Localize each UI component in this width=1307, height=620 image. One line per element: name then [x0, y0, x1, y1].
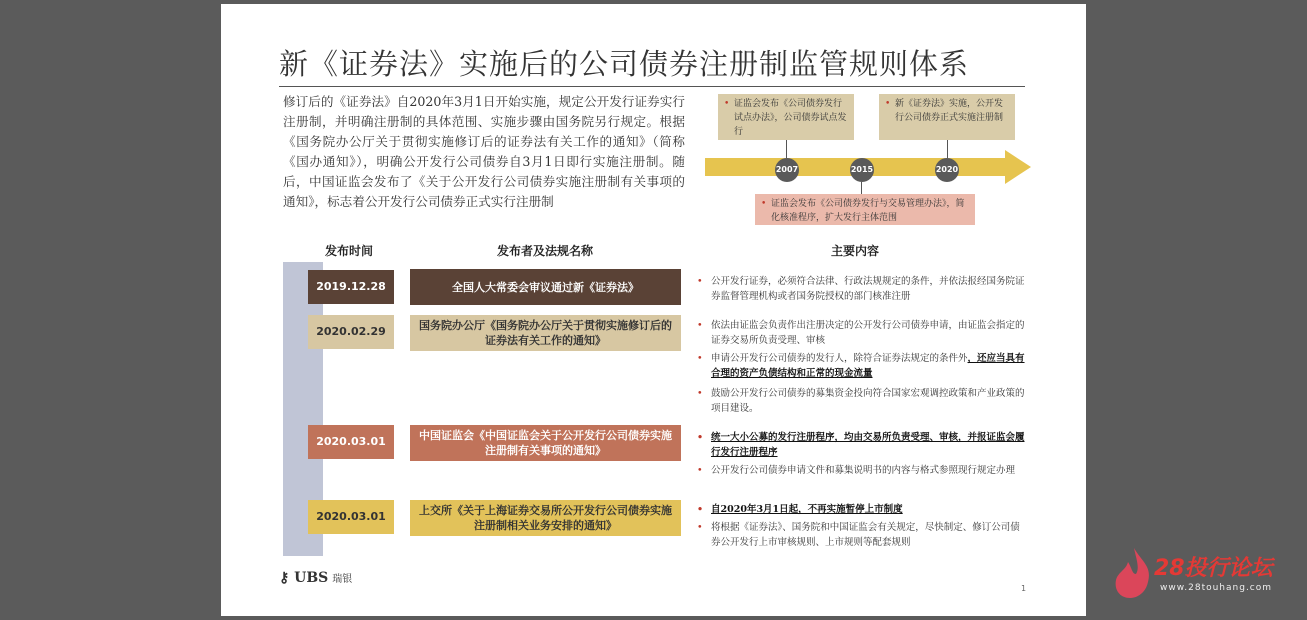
content-text: 鼓励公开发行公司债券的募集资金投向符合国家宏观调控政策和产业政策的项目建设。 — [711, 388, 1025, 414]
content-bullet-4-1: • 自2020年3月1日起，不再实施暂停上市制度 — [697, 504, 903, 515]
content-text: 依法由证监会负责作出注册决定的公开发行公司债券申请，由证监会指定的证券交易所负责受理、审核 — [711, 320, 1025, 346]
date-box-1: 2019.12.28 — [308, 270, 394, 304]
ubs-keys-icon: ⚷ — [279, 570, 290, 586]
regulation-box-1: 全国人大常委会审议通过新《证券法》 — [410, 269, 681, 305]
slide-title: 新《证券法》实施后的公司债券注册制监管规则体系 — [279, 47, 970, 81]
timeline-box-2007: • 证监会发布《公司债券发行试点办法》，公司债券试点发行 — [718, 94, 854, 140]
timeline-box-2020-text: 新《证券法》实施，公开发行公司债券正式实施注册制 — [895, 99, 1004, 123]
content-bullet-2-3: • 鼓励公开发行公司债券的募集资金投向符合国家宏观调控政策和产业政策的项目建设。 — [697, 388, 1025, 414]
timeline-box-2015: • 证监会发布《公司债券发行与交易管理办法》，简化核准程序，扩大发行主体范围 — [755, 194, 975, 225]
connector-2020 — [947, 140, 948, 158]
timeline-year-2007: 2007 — [775, 158, 799, 182]
timeline-box-2020: • 新《证券法》实施，公开发行公司债券正式实施注册制 — [879, 94, 1015, 140]
brand-name-cn: 瑞银 — [332, 574, 353, 585]
content-text: 公开发行公司债券申请文件和募集说明书的内容与格式参照现行规定办理 — [711, 465, 1016, 476]
content-text-emphasis: ，还应当具有合理的资产负债结构和正常的现金流量 — [711, 353, 1025, 379]
timeline-box-2015-text: 证监会发布《公司债券发行与交易管理办法》，简化核准程序，扩大发行主体范围 — [771, 199, 965, 223]
date-box-4: 2020.03.01 — [308, 500, 394, 534]
watermark-site: www.28touhang.com — [1160, 583, 1273, 593]
content-bullet-2-1: • 依法由证监会负责作出注册决定的公开发行公司债券申请，由证监会指定的证券交易所负责受理、审核 — [697, 320, 1025, 346]
regulation-box-3: 中国证监会《中国证监会关于公开发行公司债券实施注册制有关事项的通知》 — [410, 425, 681, 461]
content-text: 统一大小公募的发行注册程序，均由交易所负责受理、审核，并报证监会履行发行注册程序 — [711, 432, 1025, 458]
content-bullet-3-2: • 公开发行公司债券申请文件和募集说明书的内容与格式参照现行规定办理 — [697, 465, 1016, 476]
content-text: 自2020年3月1日起，不再实施暂停上市制度 — [711, 504, 903, 515]
connector-2015 — [861, 182, 862, 194]
content-text: 将根据《证券法》、国务院和中国证监会有关规定，尽快制定、修订公司债券公开发行上市审核规则、上市规则等配套规则 — [711, 522, 1020, 548]
regulation-box-2: 国务院办公厅《国务院办公厅关于贯彻实施修订后的证券法有关工作的通知》 — [410, 315, 681, 351]
regulation-box-4: 上交所《关于上海证券交易所公开发行公司债券实施注册制相关业务安排的通知》 — [410, 500, 681, 536]
ubs-logo — [279, 570, 352, 586]
header-content: 主要内容 — [831, 244, 880, 258]
date-box-2: 2020.02.29 — [308, 315, 394, 349]
intro-paragraph: 修订后的《证券法》自2020年3月1日开始实施，规定公开发行证券实行注册制，并明确注册制的具体范围、实施步骤由国务院另行规定。根据《国务院办公厅关于贯彻实施修订后的证券法有关工作的通知》（简称《国办通知》），明确公开发行公司债券自3月1日即行实施注册制。随后，中国证监会发布了《关于公开发行公司债券实施注册制有关事项的通知》，标志着公开发行公司债券正式实行注册制 — [283, 94, 685, 209]
content-text: 公开发行证券，必须符合法律、行政法规规定的条件，并依法报经国务院证券监督管理机构或者国务院授权的部门核准注册 — [711, 276, 1025, 302]
content-bullet-4-2: • 将根据《证券法》、国务院和中国证监会有关规定，尽快制定、修订公司债券公开发行上市审核规则、上市规则等配套规则 — [697, 522, 1020, 548]
content-text: 申请公开发行公司债券的发行人，除符合证券法规定的条件外 — [711, 353, 968, 364]
timeline-box-2007-text: 证监会发布《公司债券发行试点办法》，公司债券试点发行 — [734, 99, 847, 137]
slide — [221, 4, 1086, 616]
header-date: 发布时间 — [325, 244, 374, 258]
content-bullet-1-1: • 公开发行证券，必须符合法律、行政法规规定的条件，并依法报经国务院证券监督管理机构或者国务院授权的部门核准注册 — [697, 276, 1025, 302]
title-divider — [279, 86, 1025, 87]
content-bullet-3-1: • 统一大小公募的发行注册程序，均由交易所负责受理、审核，并报证监会履行发行注册程序 — [697, 432, 1025, 458]
brand-name: UBS — [294, 570, 329, 586]
date-box-3: 2020.03.01 — [308, 425, 394, 459]
page-number: 1 — [1021, 584, 1027, 593]
timeline-year-2015: 2015 — [850, 158, 874, 182]
connector-2007 — [786, 140, 787, 158]
timeline-year-2020: 2020 — [935, 158, 959, 182]
watermark-title: 28投行论坛 — [1154, 556, 1273, 581]
content-bullet-2-2: • 申请公开发行公司债券的发行人，除符合证券法规定的条件外，还应当具有合理的资产负债结构和正常的现金流量 — [697, 353, 1025, 379]
header-regulation: 发布者及法规名称 — [497, 244, 594, 258]
